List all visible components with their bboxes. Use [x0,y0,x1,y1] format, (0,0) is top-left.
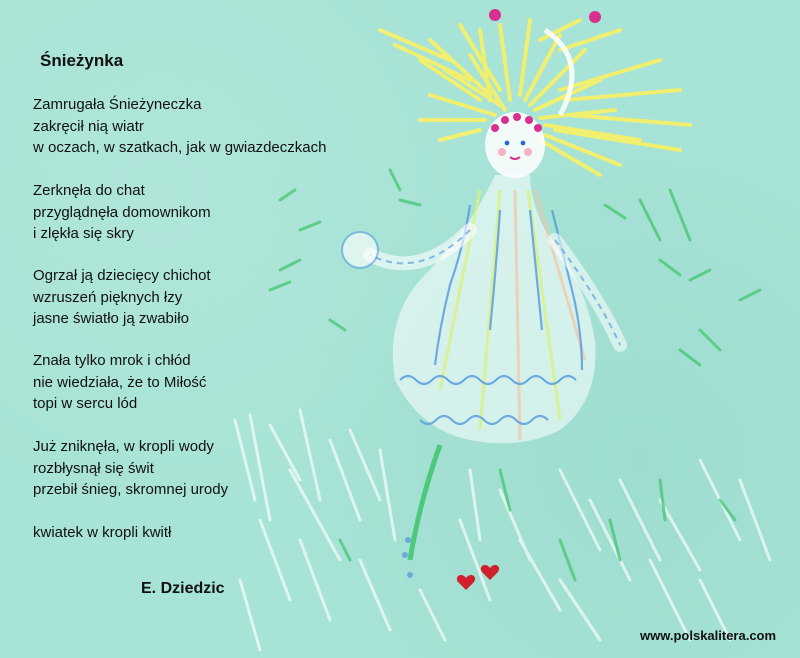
stanza-4 [33,350,206,415]
flower-top-1 [489,9,501,21]
poem-author: E. Dziedzic [141,580,225,597]
stanza-3 [33,265,211,330]
stanza-6 [33,522,171,544]
poem-line: przebił śnieg, skromnej urody [33,481,229,498]
grass-white [235,410,770,650]
poem-line: Już zniknęła, w kropli wody [33,438,214,455]
poem-line: Zerknęła do chat [33,182,145,199]
flower-stem [410,445,440,560]
poem-line: topi w sercu lód [33,395,138,412]
poem-line: w oczach, w szatkach, jak w gwiazdeczkach [33,139,327,156]
poem-line: zakręcił nią wiatr [33,117,144,135]
flower-top-2 [589,11,601,23]
fairy-head [485,112,545,178]
website-url: www.polskalitera.com [640,628,777,643]
poem-line: rozbłysnął się świt [33,459,154,477]
poem-line: Ogrzał ją dziecięcy chichot [33,267,211,284]
poem-line: jasne światło ją zwabiło [33,310,189,327]
poem-title: Śnieżynka [40,51,124,70]
poem-line: Zamrugała Śnieżyneczka [33,96,202,113]
poem-line: wzruszeń pięknych łzy [33,288,183,306]
stanza-1 [33,94,326,159]
fairy-dress [393,175,596,443]
stanza-2 [33,180,211,245]
poem-line: Znała tylko mrok i chłód [33,352,191,369]
poem-line: i zlękła się skry [33,225,134,242]
poem-line: kwiatek w kropli kwitł [33,524,172,541]
left-hand [342,232,378,268]
stanza-5 [33,436,228,501]
poem-line: przyglądnęła domownikom [33,203,211,221]
poem-line: nie wiedziała, że to Miłość [33,373,207,391]
